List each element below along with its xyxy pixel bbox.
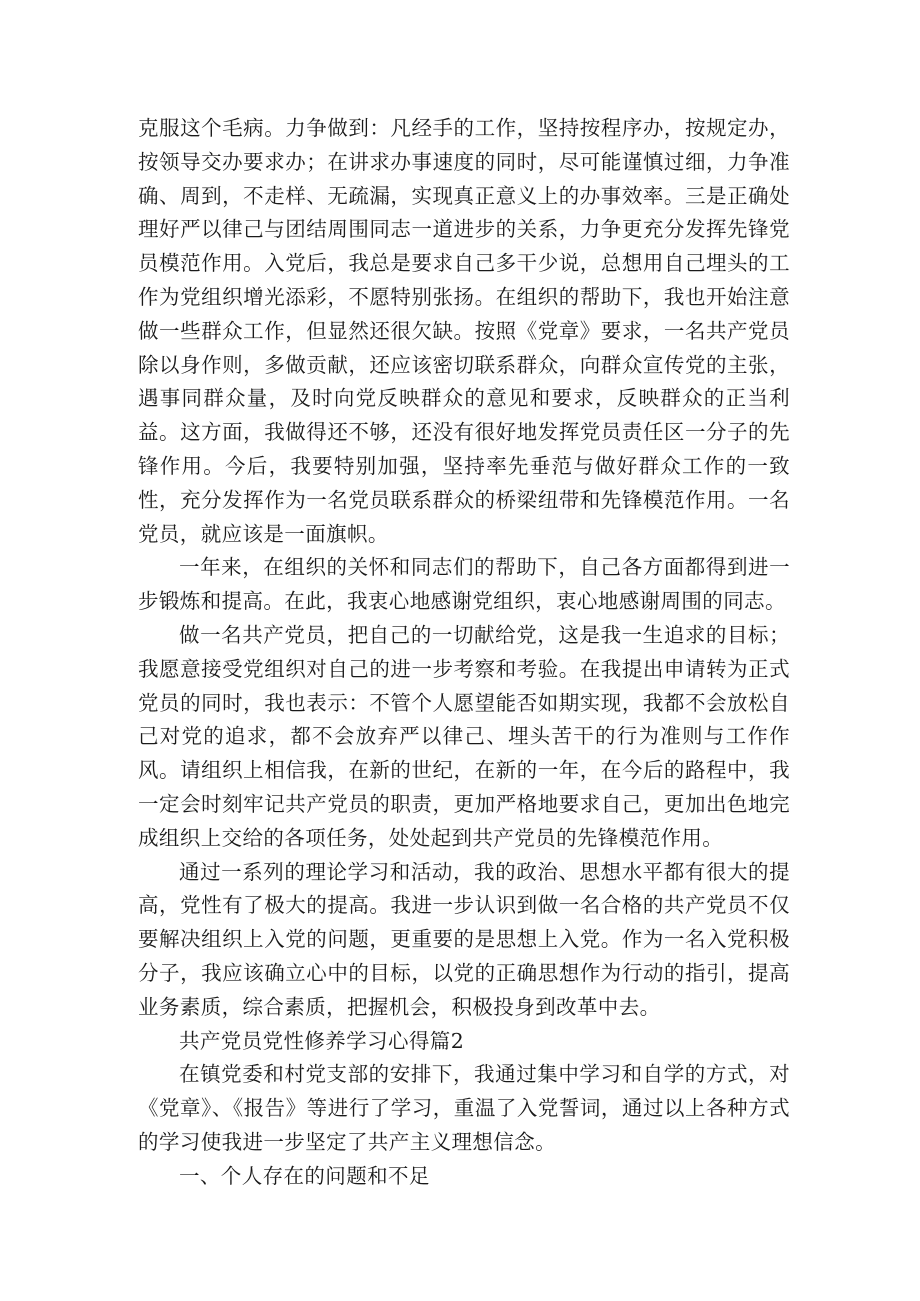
section-title: 共产党员党性修养学习心得篇2 <box>179 1028 465 1053</box>
paragraph-commitment: 做一名共产党员，把自己的一切献给党，这是我一生追求的目标；我愿意接受党组织对自己的进一步考察和考验。在我提出申请转为正式党员的同时，我也表示：不管个人愿望能否如期实现，我都不会放松自己对党的追求，都不会放弃严以律己、埋头苦干的行为准则与工作作风。请组织上相信我，在新的世纪，在新的一年，在今后的路程中，我一定会时刻牢记共产党员的职责，更加严格地要求自己，更加出色地完成组织上交给的各项任务，处处起到共产党员的先锋模范作用。 <box>138 622 790 850</box>
paragraph-gratitude: 一年来，在组织的关怀和同志们的帮助下，自己各方面都得到进一步锻炼和提高。在此，我衷心地感谢党组织，衷心地感谢周围的同志。 <box>138 555 790 614</box>
paragraph-study-reflection: 通过一系列的理论学习和活动，我的政治、思想水平都有很大的提高，党性有了极大的提高。我进一步认识到做一名合格的共产党员不仅要解决组织上入党的问题，更重要的是思想上入党。作为一名入党积极分子，我应该确立心中的目标，以党的正确思想作为行动的指引，提高业务素质，综合素质，把握机会，积极投身到改革中去。 <box>138 859 790 1019</box>
paragraph-continuation: 克服这个毛病。力争做到：凡经手的工作，坚持按程序办，按规定办，按领导交办要求办；在讲求办事速度的同时，尽可能谨慎过细，力争准确、周到，不走样、无疏漏，实现真正意义上的办事效率。三是正确处理好严以律己与团结周围同志一道进步的关系，力争更充分发挥先锋党员模范作用。入党后，我总是要求自己多干少说，总想用自己埋头的工作为党组织增光添彩，不愿特别张扬。在组织的帮助下，我也开始注意做一些群众工作，但显然还很欠缺。按照《党章》要求，一名共产党员除以身作则，多做贡献，还应该密切联系群众，向群众宣传党的主张，遇事同群众量，及时向党反映群众的意见和要求，反映群众的正当利益。这方面，我做得还不够，还没有很好地发挥党员责任区一分子的先锋作用。今后，我要特别加强，坚持率先垂范与做好群众工作的一致性，充分发挥作为一名党员联系群众的桥梁纽带和先锋模范作用。一名党员，就应该是一面旗帜。 <box>138 116 790 546</box>
section-paragraph: 在镇党委和村党支部的安排下，我通过集中学习和自学的方式，对《党章》、《报告》等进行了学习，重温了入党誓词，通过以上各种方式的学习使我进一步坚定了共产主义理想信念。 <box>138 1062 790 1154</box>
subheading: 一、个人存在的问题和不足 <box>179 1163 430 1188</box>
document-body <box>138 112 790 1194</box>
